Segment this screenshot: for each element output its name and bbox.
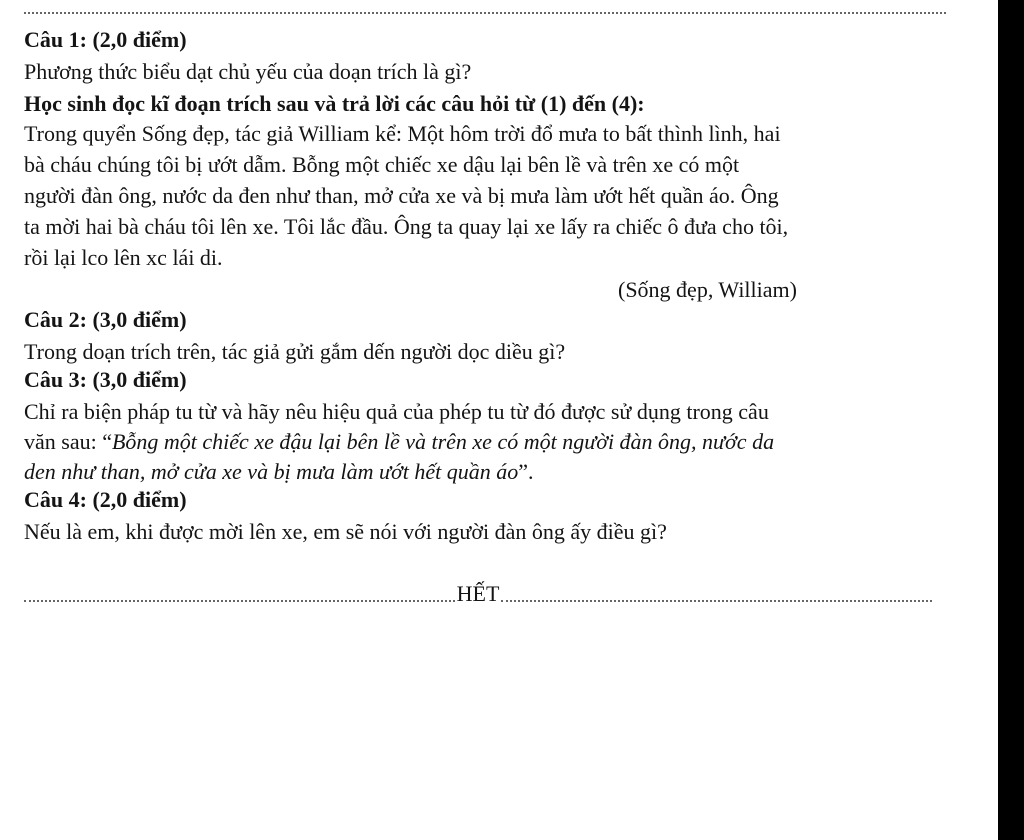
end-label: HẾT — [456, 581, 500, 606]
passage-line: Trong quyển Sống đẹp, tác giả William kể: Một hôm trời đổ mưa to bất thình lình, hai — [24, 121, 781, 146]
top-dotted-divider — [24, 12, 946, 14]
question-3-text-line — [24, 458, 534, 486]
question-3-heading: Câu 3: (3,0 điểm) — [24, 367, 187, 392]
passage-line: rồi lại lco lên xc lái di. — [24, 245, 223, 270]
dotted-leader-left — [24, 600, 455, 602]
question-2-text: Trong doạn trích trên, tác giả gửi gắm dến người dọc diều gì? — [24, 339, 566, 364]
question-3-prefix: văn sau: “ — [24, 429, 112, 454]
question-3-text-line: Chỉ ra biện pháp tu từ và hãy nêu hiệu quả của phép tu từ đó được sử dụng trong câu — [24, 399, 769, 424]
passage-source: (Sống đẹp, William) — [618, 277, 797, 302]
question-3-quote: den như than, mở cửa xe và bị mưa làm ướt hết quần áo — [24, 459, 519, 484]
question-1-text: Phương thức biểu dạt chủ yếu của doạn trích là gì? — [24, 59, 472, 84]
question-1-heading: Câu 1: (2,0 điểm) — [24, 27, 187, 52]
reading-instruction: Học sinh đọc kĩ đoạn trích sau và trả lời các câu hỏi từ (1) đến (4): — [24, 91, 645, 116]
passage-line: ta mời hai bà cháu tôi lên xe. Tôi lắc đầu. Ông ta quay lại xe lấy ra chiếc ô đưa cho tôi, — [24, 214, 789, 239]
passage-line: người đàn ông, nước da đen như than, mở cửa xe và bị mưa làm ướt hết quần áo. Ông — [24, 183, 779, 208]
question-4-text: Nếu là em, khi được mời lên xe, em sẽ nói với người đàn ông ấy điều gì? — [24, 519, 667, 544]
question-2-heading: Câu 2: (3,0 điểm) — [24, 307, 187, 332]
right-black-border — [998, 0, 1024, 840]
question-3-suffix: ”. — [518, 459, 534, 484]
question-3-text-line — [24, 428, 774, 456]
end-marker — [24, 580, 932, 608]
passage-line: bà cháu chúng tôi bị ướt dẫm. Bỗng một chiếc xe dậu lại bên lề và trên xe có một — [24, 152, 740, 177]
question-3-quote: Bỗng một chiếc xe đậu lại bên lề và trên xe có một người đàn ông, nước da — [111, 429, 775, 454]
dotted-leader-right — [501, 600, 932, 602]
question-4-heading: Câu 4: (2,0 điểm) — [24, 487, 187, 512]
